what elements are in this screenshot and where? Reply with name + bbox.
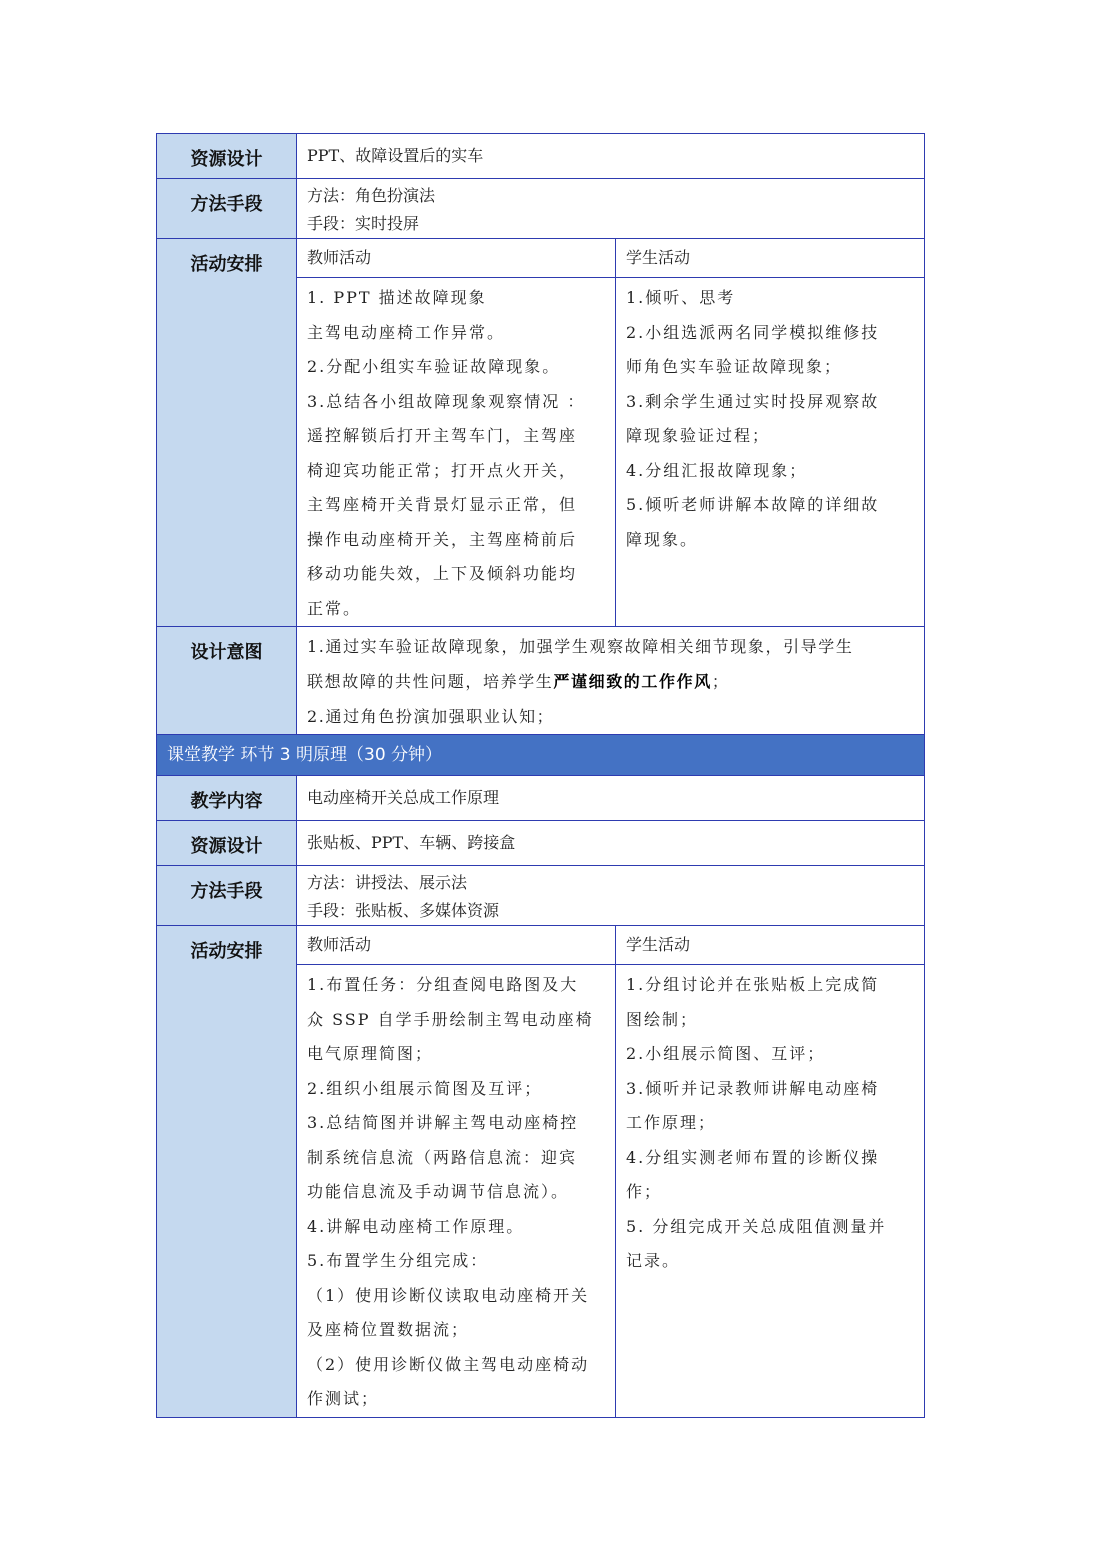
lesson-plan-table xyxy=(156,133,925,1418)
section-header: 课堂教学 环节 3 明原理（30 分钟） xyxy=(157,735,925,776)
student-activity-list xyxy=(616,278,925,627)
teacher-activity-header: 教师活动 xyxy=(297,239,616,278)
value-resource-design-2: 张贴板、PPT、车辆、跨接盒 xyxy=(297,821,925,866)
activity-line: 障现象验证过程； xyxy=(626,426,771,445)
teacher-activity-header-2: 教师活动 xyxy=(297,926,616,965)
activity-line: 师角色实车验证故障现象； xyxy=(626,357,843,376)
label-resource-design: 资源设计 xyxy=(157,134,297,179)
activity-line: 作； xyxy=(626,1182,663,1202)
activity-line: （1）使用诊断仪读取电动座椅开关 xyxy=(307,1285,590,1305)
activity-line: 4.讲解电动座椅工作原理。 xyxy=(307,1216,525,1236)
activity-line: 1.布置任务：分组查阅电路图及大 xyxy=(307,975,579,995)
activity-line: 4.分组汇报故障现象； xyxy=(626,460,808,480)
row-method xyxy=(157,179,925,239)
activity-line: 3.总结各小组故障现象观察情况 ： xyxy=(307,391,586,411)
method-line: 方法：角色扮演法 xyxy=(307,186,436,205)
label-method-2: 方法手段 xyxy=(157,866,297,926)
activity-line: 正常。 xyxy=(307,598,362,618)
activity-line: 1. PPT 描述故障现象 xyxy=(307,288,487,307)
activity-line: 主驾电动座椅工作异常。 xyxy=(307,322,506,342)
design-intent-line: 联想故障的共性问题，培养学生严谨细致的工作作风； xyxy=(307,671,730,691)
section-header-row xyxy=(157,735,925,776)
activity-line: 主驾座椅开关背景灯显示正常，但 xyxy=(307,495,578,514)
label-teaching-content: 教学内容 xyxy=(157,776,297,821)
activity-line: 椅迎宾功能正常；打开点火开关， xyxy=(307,460,578,480)
row-resource-design xyxy=(157,134,925,179)
activity-line: （2）使用诊断仪做主驾电动座椅动 xyxy=(307,1354,590,1374)
value-design-intent xyxy=(297,627,925,735)
label-resource-design-2: 资源设计 xyxy=(157,821,297,866)
value-method-2 xyxy=(297,866,925,926)
activity-line: 2.小组选派两名同学模拟维修技 xyxy=(626,322,880,342)
row-resource-design-2 xyxy=(157,821,925,866)
activity-line: 工作原理； xyxy=(626,1113,717,1133)
label-method: 方法手段 xyxy=(157,179,297,239)
activity-line: 作测试； xyxy=(307,1389,380,1409)
student-activity-header: 学生活动 xyxy=(616,239,925,278)
value-method xyxy=(297,179,925,239)
label-activity-2: 活动安排 xyxy=(157,926,297,1418)
activity-line: 2.分配小组实车验证故障现象。 xyxy=(307,357,561,376)
label-design-intent: 设计意图 xyxy=(157,627,297,735)
activity-line: 3.剩余学生通过实时投屏观察故 xyxy=(626,391,880,411)
activity-line: 及座椅位置数据流； xyxy=(307,1320,470,1340)
activity-line: 5.倾听老师讲解本故障的详细故 xyxy=(626,495,880,514)
activity-line: 电气原理简图； xyxy=(307,1044,434,1064)
activity-line: 功能信息流及手动调节信息流）。 xyxy=(307,1182,570,1202)
row-activity-header xyxy=(157,239,925,278)
design-intent-line: 2.通过角色扮演加强职业认知； xyxy=(307,706,555,726)
activity-line: 5.布置学生分组完成： xyxy=(307,1251,489,1271)
activity-line: 制系统信息流（两路信息流：迎宾 xyxy=(307,1147,578,1167)
activity-line: 遥控解锁后打开主驾车门，主驾座 xyxy=(307,426,578,445)
activity-line: 图绘制； xyxy=(626,1009,699,1029)
emphasis-text: 严谨细致的工作作风 xyxy=(553,671,712,691)
value-teaching-content: 电动座椅开关总成工作原理 xyxy=(297,776,925,821)
activity-line: 操作电动座椅开关，主驾座椅前后 xyxy=(307,529,578,549)
activity-line: 2.组织小组展示简图及互评； xyxy=(307,1078,543,1098)
label-activity: 活动安排 xyxy=(157,239,297,627)
row-teaching-content xyxy=(157,776,925,821)
activity-line: 2.小组展示简图、互评； xyxy=(626,1044,826,1064)
method-line: 方法：讲授法、展示法 xyxy=(307,873,468,893)
activity-line: 记录。 xyxy=(626,1251,681,1271)
student-activity-list-2 xyxy=(616,965,925,1418)
activity-line: 1.分组讨论并在张贴板上完成简 xyxy=(626,975,880,995)
activity-line: 移动功能失效，上下及倾斜功能均 xyxy=(307,564,578,583)
design-intent-line: 1.通过实车验证故障现象，加强学生观察故障相关细节现象，引导学生 xyxy=(307,637,854,656)
row-design-intent xyxy=(157,627,925,735)
activity-line: 1.倾听、思考 xyxy=(626,288,736,307)
row-activity-header-2 xyxy=(157,926,925,965)
means-line: 手段：张贴板、多媒体资源 xyxy=(307,901,500,921)
activity-line: 4.分组实测老师布置的诊断仪操 xyxy=(626,1147,880,1167)
activity-line: 5. 分组完成开关总成阻值测量并 xyxy=(626,1216,887,1236)
activity-line: 3.倾听并记录教师讲解电动座椅 xyxy=(626,1078,880,1098)
student-activity-header-2: 学生活动 xyxy=(616,926,925,965)
activity-line: 3.总结简图并讲解主驾电动座椅控 xyxy=(307,1113,579,1133)
row-method-2 xyxy=(157,866,925,926)
means-line: 手段：实时投屏 xyxy=(307,214,420,233)
teacher-activity-list xyxy=(297,278,616,627)
activity-line: 障现象。 xyxy=(626,529,699,549)
teacher-activity-list-2 xyxy=(297,965,616,1418)
activity-line: 众 SSP 自学手册绘制主驾电动座椅 xyxy=(307,1009,594,1029)
value-resource-design: PPT、故障设置后的实车 xyxy=(297,134,925,179)
